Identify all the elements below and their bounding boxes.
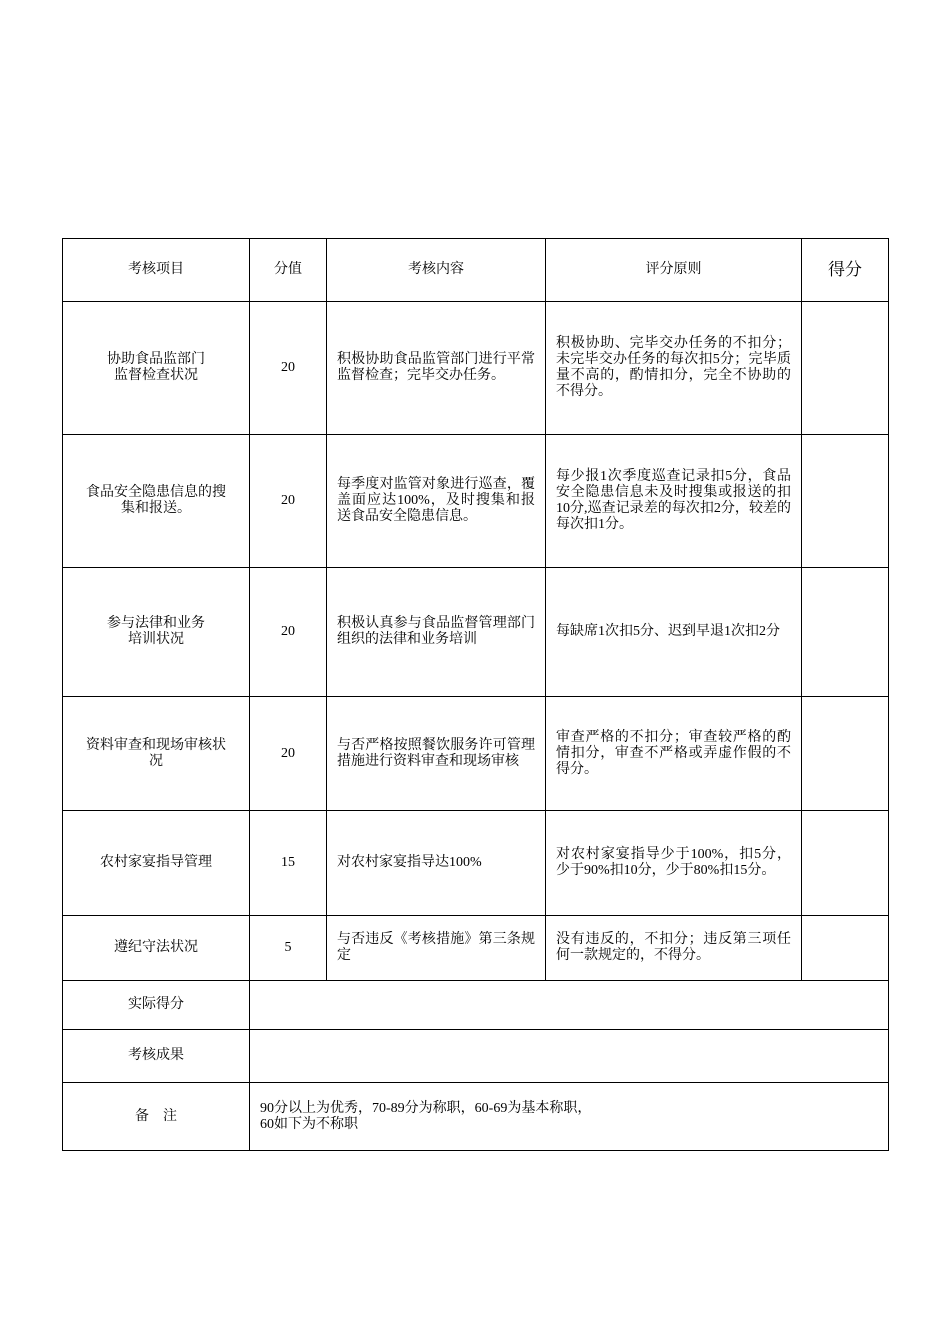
rule-cell: 每少报1次季度巡查记录扣5分，食品安全隐患信息未及时搜集或报送的扣10分,巡查记录差的每次扣2分，较差的每次扣1分。 bbox=[546, 435, 802, 568]
content-cell: 对农村家宴指导达100% bbox=[327, 811, 546, 916]
rule-cell: 积极协助、完毕交办任务的不扣分；未完毕交办任务的每次扣5分；完毕质量不高的，酌情扣分，完全不协助的不得分。 bbox=[546, 302, 802, 435]
item-cell bbox=[63, 916, 250, 981]
actual-score-label: 实际得分 bbox=[63, 981, 250, 1030]
rule-cell: 审查严格的不扣分；审查较严格的酌情扣分，审查不严格或弄虚作假的不得分。 bbox=[546, 697, 802, 811]
value-cell: 5 bbox=[250, 916, 327, 981]
score-cell[interactable] bbox=[802, 568, 889, 697]
score-cell[interactable] bbox=[802, 916, 889, 981]
item-line1: 资料审查和现场审核状 bbox=[86, 737, 226, 753]
header-item: 考核项目 bbox=[63, 239, 250, 302]
header-value: 分值 bbox=[250, 239, 327, 302]
content-cell: 积极认真参与食品监督管理部门组织的法律和业务培训 bbox=[327, 568, 546, 697]
table-row bbox=[63, 568, 889, 697]
item-line1: 农村家宴指导管理 bbox=[100, 855, 212, 870]
score-cell[interactable] bbox=[802, 697, 889, 811]
content-cell: 与否违反《考核措施》第三条规定 bbox=[327, 916, 546, 981]
rule-cell: 每缺席1次扣5分、迟到早退1次扣2分 bbox=[546, 568, 802, 697]
item-line2: 况 bbox=[149, 753, 163, 769]
item-line2: 监督检查状况 bbox=[114, 368, 198, 383]
result-row bbox=[63, 1030, 889, 1083]
header-score: 得分 bbox=[802, 239, 889, 302]
content-cell: 积极协助食品监管部门进行平常监督检查；完毕交办任务。 bbox=[327, 302, 546, 435]
remark-line1: 90分以上为优秀，70-89分为称职，60-69为基本称职， bbox=[260, 1100, 592, 1116]
item-cell bbox=[63, 302, 250, 435]
rule-cell: 没有违反的，不扣分；违反第三项任何一款规定的，不得分。 bbox=[546, 916, 802, 981]
actual-score-value[interactable] bbox=[250, 981, 889, 1030]
item-line2: 培训状况 bbox=[128, 632, 184, 647]
rule-cell: 对农村家宴指导少于100%，扣5分，少于90%扣10分，少于80%扣15分。 bbox=[546, 811, 802, 916]
item-cell bbox=[63, 435, 250, 568]
content-cell: 每季度对监管对象进行巡查，覆盖面应达100%，及时搜集和报送食品安全隐患信息。 bbox=[327, 435, 546, 568]
result-value[interactable] bbox=[250, 1030, 889, 1083]
table-row bbox=[63, 811, 889, 916]
table-row bbox=[63, 435, 889, 568]
header-rule: 评分原则 bbox=[546, 239, 802, 302]
header-row bbox=[63, 239, 889, 302]
remark-line2: 60如下为不称职 bbox=[260, 1116, 358, 1132]
remark-text bbox=[250, 1083, 889, 1151]
result-label: 考核成果 bbox=[63, 1030, 250, 1083]
value-cell: 20 bbox=[250, 568, 327, 697]
item-line2: 集和报送。 bbox=[121, 501, 191, 516]
content-cell: 与否严格按照餐饮服务许可管理措施进行资料审查和现场审核 bbox=[327, 697, 546, 811]
score-cell[interactable] bbox=[802, 811, 889, 916]
score-cell[interactable] bbox=[802, 302, 889, 435]
item-line1: 食品安全隐患信息的搜 bbox=[86, 485, 226, 500]
remark-label: 备 注 bbox=[63, 1083, 250, 1151]
table-row bbox=[63, 302, 889, 435]
value-cell: 20 bbox=[250, 302, 327, 435]
value-cell: 20 bbox=[250, 697, 327, 811]
value-cell: 20 bbox=[250, 435, 327, 568]
remark-row bbox=[63, 1083, 889, 1151]
value-cell: 15 bbox=[250, 811, 327, 916]
item-cell bbox=[63, 811, 250, 916]
item-line1: 遵纪守法状况 bbox=[114, 940, 198, 955]
item-line1: 协助食品监部门 bbox=[107, 352, 205, 367]
actual-score-row bbox=[63, 981, 889, 1030]
table-row bbox=[63, 697, 889, 811]
table-row bbox=[63, 916, 889, 981]
item-cell bbox=[63, 697, 250, 811]
header-content: 考核内容 bbox=[327, 239, 546, 302]
score-cell[interactable] bbox=[802, 435, 889, 568]
item-cell bbox=[63, 568, 250, 697]
assessment-table bbox=[62, 238, 889, 1151]
item-line1: 参与法律和业务 bbox=[107, 616, 205, 631]
